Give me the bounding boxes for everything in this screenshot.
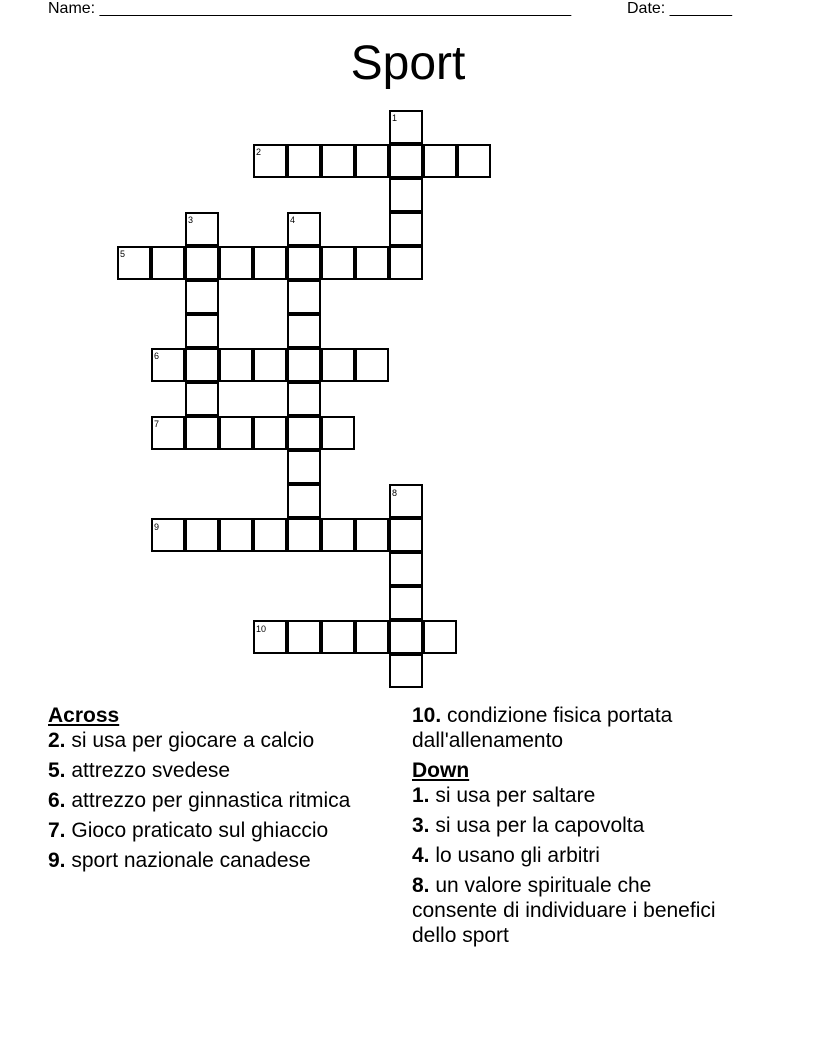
crossword-cell[interactable] [219, 518, 253, 552]
clue-number-7: 7 [154, 419, 160, 429]
across-clue-10: 10. condizione fisica portata dall'allenamento [412, 704, 673, 752]
crossword-cell[interactable] [355, 144, 389, 178]
page-title: Sport [350, 37, 466, 90]
crossword-cell[interactable] [355, 620, 389, 654]
across-clue-5: 5. attrezzo svedese [48, 759, 231, 782]
crossword-cell[interactable] [389, 620, 423, 654]
crossword-cell[interactable] [185, 246, 219, 280]
crossword-cell[interactable] [389, 246, 423, 280]
crossword-cell[interactable] [185, 280, 219, 314]
clue-number-2: 2 [256, 147, 262, 157]
crossword-cell[interactable] [219, 246, 253, 280]
crossword-cell[interactable] [253, 518, 287, 552]
crossword-cell[interactable] [185, 382, 219, 416]
crossword-cell[interactable] [253, 416, 287, 450]
crossword-cell[interactable] [287, 620, 321, 654]
crossword-cell[interactable] [389, 552, 423, 586]
crossword-cell[interactable] [321, 416, 355, 450]
crossword-cell[interactable] [423, 144, 457, 178]
crossword-cell[interactable] [355, 518, 389, 552]
crossword-cell[interactable] [321, 348, 355, 382]
crossword-cell[interactable] [423, 620, 457, 654]
clue-number-5: 5 [120, 249, 126, 259]
clue-number-4: 4 [290, 215, 296, 225]
crossword-cell[interactable] [287, 450, 321, 484]
name-line: Name: _____________________________________________________ [48, 0, 572, 17]
crossword-cell[interactable] [287, 144, 321, 178]
crossword-cell[interactable] [287, 314, 321, 348]
crossword-cell[interactable] [321, 518, 355, 552]
clue-number-8: 8 [392, 488, 398, 498]
crossword-cell[interactable] [253, 246, 287, 280]
crossword-cell[interactable] [389, 518, 423, 552]
down-clue-8: 8. un valore spirituale che consente di individuare i benefici dello sport [412, 874, 716, 947]
crossword-cell[interactable] [287, 484, 321, 518]
crossword-cell[interactable] [253, 348, 287, 382]
crossword-cell[interactable] [287, 348, 321, 382]
crossword-cell[interactable] [287, 246, 321, 280]
across-clue-2: 2. si usa per giocare a calcio [48, 729, 315, 752]
clues-left-column [48, 703, 378, 878]
clue-number-6: 6 [154, 351, 160, 361]
down-clue-3: 3. si usa per la capovolta [412, 814, 645, 837]
clue-number-3: 3 [188, 215, 194, 225]
clue-number-9: 9 [154, 522, 160, 532]
crossword-cell[interactable] [219, 416, 253, 450]
crossword-cell[interactable] [185, 416, 219, 450]
across-clue-7: 7. Gioco praticato sul ghiaccio [48, 819, 329, 842]
crossword-cell[interactable] [321, 246, 355, 280]
crossword-cell[interactable] [287, 280, 321, 314]
down-heading: Down [412, 759, 470, 782]
crossword-cell[interactable] [457, 144, 491, 178]
down-clue-1: 1. si usa per saltare [412, 784, 596, 807]
across-heading: Across [48, 704, 120, 727]
crossword-cell[interactable] [389, 586, 423, 620]
across-clue-6: 6. attrezzo per ginnastica ritmica [48, 789, 351, 812]
crossword-cell[interactable] [185, 314, 219, 348]
crossword-cell[interactable] [389, 212, 423, 246]
crossword-cell[interactable] [321, 144, 355, 178]
date-line: Date: _______ [627, 0, 732, 17]
crossword-cell[interactable] [185, 518, 219, 552]
crossword-cell[interactable] [185, 348, 219, 382]
crossword-cell[interactable] [389, 144, 423, 178]
crossword-cell[interactable] [287, 416, 321, 450]
clue-number-1: 1 [392, 113, 398, 123]
across-clue-9: 9. sport nazionale canadese [48, 849, 311, 872]
down-clue-4: 4. lo usano gli arbitri [412, 844, 600, 867]
crossword-cell[interactable] [355, 246, 389, 280]
crossword-cell[interactable] [355, 348, 389, 382]
clues-right-column [412, 703, 742, 953]
clue-number-10: 10 [256, 624, 267, 634]
crossword-cell[interactable] [389, 654, 423, 688]
crossword-cell[interactable] [151, 246, 185, 280]
crossword-cell[interactable] [219, 348, 253, 382]
crossword-cell[interactable] [321, 620, 355, 654]
crossword-cell[interactable] [287, 382, 321, 416]
crossword-cell[interactable] [389, 178, 423, 212]
crossword-cell[interactable] [287, 518, 321, 552]
